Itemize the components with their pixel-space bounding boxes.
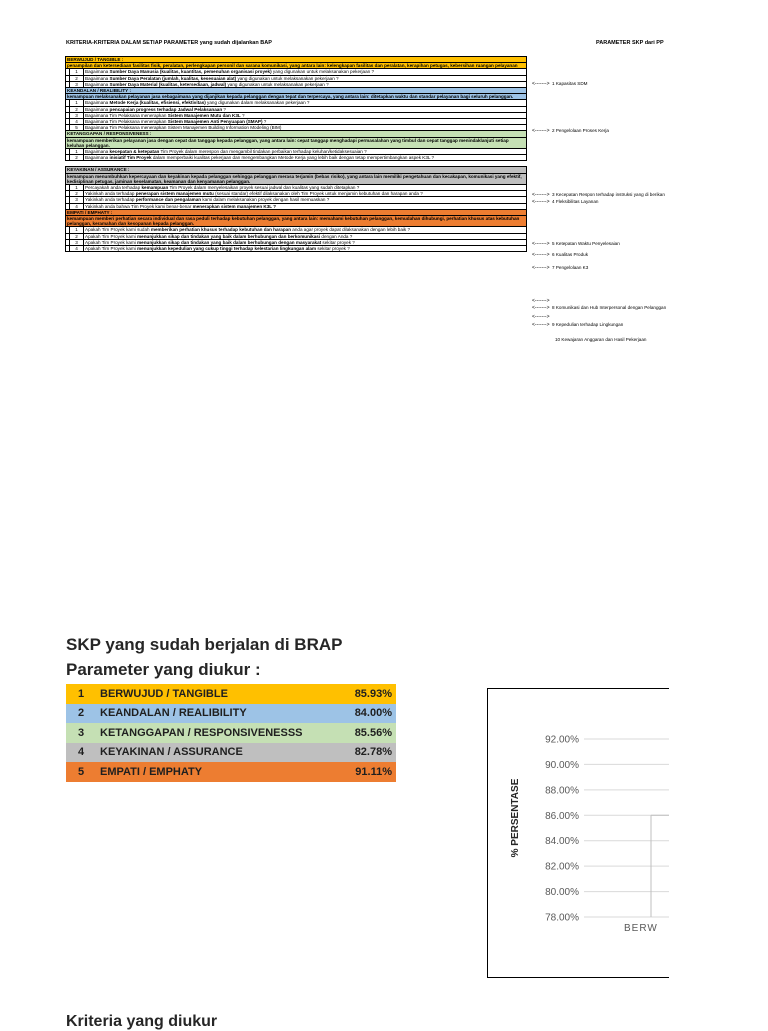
question-emphasis: menunjukkan sikap dan tindakan yang baik dalam berhubungan dengan masyarakat [137,239,322,245]
skp-parameter-title: PARAMETER SKP dari PP [596,40,664,46]
skp-parameter-p8 [532,305,666,311]
summary-row [66,684,396,704]
question-text: Bagaimana [85,69,110,75]
summary-row [66,762,396,782]
parameter-label: 3 Kecepatan Respon terhadap instruksi yang di berikan [552,192,665,197]
arrow-icon: <-------> [532,305,550,311]
arrow-icon: <-------> [532,241,550,247]
question-text: Yakinkah anda terhadap [85,197,136,203]
row-number: 2 [70,75,84,81]
arrow-icon: <-------> [532,298,550,304]
criteria-description-reliability [66,94,527,100]
parameter-label: 1 Kapasitas SDM [552,81,588,86]
criteria-description-empathy [66,216,527,227]
skp-parameter-p9 [532,322,623,328]
criteria-description-tangible [66,63,527,69]
skp-parameter-p1 [532,81,588,87]
skp-title-line2: Parameter yang diukur : [66,660,261,679]
category-label: EMPATI / EMPHATY : [66,209,527,215]
connector-arrow-icon [532,314,552,320]
category-description: penampilan dan ketersediaan fasilitas fisik, peralatan, perlengkapan personil dan sarana komunikasi, yang antara lain: kelengkapan fasilitas dan peralatan, kerapihan petugas, kebersihan ruangan pelayanan [66,63,527,69]
question-text-end: dengan Anda ? [320,233,353,239]
question-text-end: yang digunakan untuk melaksanakan pekerjaan ? [271,69,375,75]
question-text-end: yang digunakan untuk melaksanakan pekerjaan ? [226,81,329,87]
y-tick-label: 88.00% [545,785,579,797]
question-text: Apakah Tim Proyek kami [85,233,138,239]
question-emphasis: inisiatif Tim Proyek [109,155,152,161]
summary-number: 1 [77,687,85,700]
skp-parameter-p10 [555,337,646,342]
row-number: 2 [70,106,84,112]
question-text: Bagaimana Tim Pelaksana menerapkan Sistem Manajemen Building Information Modeling (BIM) [85,125,282,131]
question-text: Bagaimana [85,100,110,106]
chart-svg [488,689,669,977]
criteria-description-responsiveness [66,137,527,148]
summary-value: 85.93% [354,687,392,700]
y-axis-label: % PERSENTASE [510,778,521,858]
row-number: 4 [70,203,84,209]
question-text: Percayakah anda terhadap [85,185,142,191]
row-number: 3 [70,197,84,203]
question-text: Bagaimana Tim Pelaksana menerapkan [85,119,168,125]
question-emphasis: menerapkan sistem manajemen K3L ? [192,203,277,209]
row-number: 5 [70,125,84,131]
question-emphasis: Sumber Daya Material (kualitas, ketersediaan, jadwal) [109,81,227,87]
question-emphasis: menunjukkan kepedulian yang cukup tinggi terhadap kelestarian lingkungan alam [137,246,317,252]
question-text: Apakah Tim Proyek kami [85,246,138,252]
question-text-end: sekitar proyek ? [316,246,350,252]
question-text: Bagaimana [85,106,110,112]
question-text: Bagaimana Tim Pelaksana menerapkan [85,112,168,118]
summary-label: EMPATI / EMPHATY [100,765,203,778]
question-text-end: sekitar proyek ? [321,239,355,245]
question-emphasis: Sumber Daya Manusia (kualitas, kuantitas, pemenuhan organisasi proyek) [109,69,272,75]
question-text: Bagaimana [85,149,110,155]
category-description: kemampuan melaksanakan pelayanan jasa sebagaimana yang dijanjikan kepada pelanggan dengan tepat dan terpercaya, yang antara lain: ditetapkan waktu dan standar pelayanan bagi seluruh pelanggan. [66,94,527,100]
question-emphasis: Sistem Manajemen Mutu dan K3L [167,112,241,118]
question-emphasis: penerapan sistem manajemen mutu [135,191,214,197]
question-text: Bagaimana [85,75,110,81]
row-number: 3 [70,112,84,118]
summary-number: 4 [77,746,85,759]
question-text: Yakinkah anda terhadap [85,191,136,197]
y-tick-label: 82.00% [545,861,579,873]
summary-value: 84.00% [354,707,392,720]
row-number: 3 [70,81,84,87]
bottom-heading: Kriteria yang diukur [66,1013,218,1030]
skp-summary-table [66,684,396,782]
question-emphasis: memberikan perhatian khusus terhadap kebutuhan dan harapan [150,227,292,233]
summary-label: BERWUJUD / TANGIBLE [100,687,228,700]
skp-parameter-p4 [532,199,598,205]
question-emphasis: pencapaian progress terhadap Jadwal Pelaksanaan [109,106,223,112]
question-emphasis: kecepatan & ketepatan [109,149,160,155]
question-text: Apakah Tim Proyek kami sudah [85,227,151,233]
summary-label: KEANDALAN / REALIBILITY [100,707,247,720]
arrow-icon: <-------> [532,128,550,134]
summary-number: 5 [77,765,85,778]
question-emphasis: Sistem Manajemen Anti Penyuapan (SMAP) [167,119,263,125]
summary-row [66,723,396,743]
question-emphasis: Sumber Daya Peralatan (jumlah, kualitas, kesesuaian alat) [109,75,237,81]
summary-value: 85.56% [354,726,392,739]
summary-row [66,743,396,763]
arrow-icon: <-------> [532,265,550,271]
question-emphasis: kemampuan [141,185,169,191]
row-number: 1 [70,185,84,191]
y-tick-label: 92.00% [545,734,579,746]
question-text-end: (sesuai standar) efektif dilaksanakan oleh Tim Proyek untuk menjamin kebutuhan dan harapan anda ? [213,191,423,197]
skp-parameter-p6 [532,252,588,258]
row-number: 4 [70,246,84,252]
criteria-table [65,56,527,252]
row-number: 3 [70,239,84,245]
criteria-row [66,246,527,252]
row-number: 4 [70,119,84,125]
skp-parameter-p7 [532,265,588,271]
summary-value: 91.11% [355,765,392,778]
question-emphasis: menunjukkan sikap dan tindakan yang baik dalam berhubungan dan berkomunikasi [137,233,321,239]
y-tick-label: 84.00% [545,836,579,848]
question-text: Bagaimana [85,81,110,87]
y-tick-label: 78.00% [545,912,579,924]
row-question [84,246,527,252]
y-tick-label: 86.00% [545,810,579,822]
row-number: 1 [70,149,84,155]
question-emphasis: performance dan pengalaman [135,197,202,203]
skp-section-title [66,632,342,682]
question-text-end: yang digunakan untuk melaksanakan pekerjaan ? [236,75,339,81]
category-label: KEANDALAN / REALIBILITY : [66,88,527,94]
summary-label: KEYAKINAN / ASSURANCE [100,746,243,759]
parameter-label: 4 Fleksibilitas Layanan [552,199,599,204]
parameter-label: 6 Kualitas Produk [552,252,589,257]
parameter-label: 8 Komunikasi dan Hub Interpersonal dengan Pelanggan [552,305,667,310]
question-text: Apakah Tim Proyek kami [85,239,138,245]
question-emphasis: Metode Kerja (kualitas, efisiensi, efektivitas) [109,100,206,106]
row-number: 2 [70,191,84,197]
question-text-end: Tim Proyek dalam merespon dan mengambil tindakan perbaikan terhadap keluhan/ketidaksesuaian ? [159,149,367,155]
arrow-icon: <-------> [532,199,550,205]
question-text-end: ? [262,119,267,125]
connector-arrow-icon [532,298,552,304]
arrow-icon: <-------> [532,322,550,328]
row-number: 1 [70,227,84,233]
question-text-end: ? [222,106,226,112]
category-description: kemampuan memberikan pelayanan jasa dengan cepat dan tanggap kepada pelanggan, yang antara lain: cepat tanggap menghadapi permasalahan yang timbul dan cepat tanggap menindaklanjuti setiap keluhan pelanggan. [66,137,527,148]
parameter-label: 2 Pengelolaan Proses Kerja [552,128,609,133]
row-number: 2 [70,233,84,239]
category-description: kemampuan memberi perhatian secara individual dan rasa peduli terhadap kebutuhan pelanggan, yang antara lain: memahami kebutuhan pelanggan, kemudahan dihubungi, perhatian khusus atas kebutuhan pelanggan, keramahan dan kesopanan kepada pelanggan. [66,216,527,227]
skp-parameter-p5 [532,241,620,247]
skp-title-line1: SKP yang sudah berjalan di BRAP [66,635,343,654]
y-tick-label: 80.00% [545,887,579,899]
y-tick-label: 90.00% [545,759,579,771]
percentage-chart [487,688,669,978]
arrow-icon: <-------> [532,314,550,320]
question-text: Yakinkah anda bahwa Tim Proyek kami benar-benar [85,203,193,209]
summary-value: 82.78% [354,746,392,759]
criteria-title: KRITERIA-KRITERIA DALAM SETIAP PARAMETER yang sudah dijalankan BAP [66,40,272,46]
question-text: Bagaimana [85,155,110,161]
summary-number: 3 [77,726,85,739]
row-number: 1 [70,69,84,75]
question-text-end: ? [240,112,245,118]
category-label: BERWUJUD / TANGIBLE : [66,57,527,63]
skp-parameter-p3 [532,192,665,198]
question-text-end: yang digunakan dalam melaksanakan pekerjaan ? [205,100,310,106]
parameter-label: 7 Pengelolaan K3 [552,265,589,270]
category-label: KEYAKINAN / ASSURANCE : [66,167,527,173]
arrow-icon: <-------> [532,252,550,258]
criteria-description-assurance [66,173,527,184]
question-text-end: anda agar proyek dapat dilaksanakan dengan lebih baik ? [291,227,411,233]
summary-row [66,704,396,724]
parameter-label: 5 Ketepatan Waktu Penyelesaian [552,241,620,246]
question-text-end: kami dalam melaksanakan proyek dengan hasil memuaskan ? [201,197,330,203]
parameter-label: 9 Kepedulian terhadap Lingkungan [552,322,624,327]
summary-label: KETANGGAPAN / RESPONSIVENESSS [100,726,303,739]
arrow-icon: <-------> [532,192,550,198]
parameter-label: 10 Kewajaran Anggaran dan Hasil Pekerjaan [555,337,647,342]
row-number: 1 [70,100,84,106]
question-text-end: Tim Proyek dalam menyelesaikan proyek sesuai jadwal dan kualitas yang sudah ditetapkan ? [168,185,360,191]
question-text-end: dalam memperbaiki kualitas pekerjaan dan mengembangkan Metode Kerja yang lebih baik dengan tetap mempertimbangkan aspek K3L ? [151,155,435,161]
category-label: KETANGGAPAN / RESPONSIVENESS : [66,131,527,137]
x-category-label: BERW [624,923,658,934]
category-description: kemampuan menumbuhkan kepercayaan dan keyakinan kepada pelanggan sehingga pelanggan merasa terjamin (bebas risiko), yang antara lain memiliki pengetahuan dan kecakapan, komunikasi yang efektif, kedisiplinan petugas, jaminan keselamatan, keamanan dan kenyamanan pelanggan. [66,173,527,184]
row-number: 2 [70,155,84,161]
summary-number: 2 [77,707,85,720]
arrow-icon: <-------> [532,81,550,87]
skp-parameter-p2 [532,128,609,134]
